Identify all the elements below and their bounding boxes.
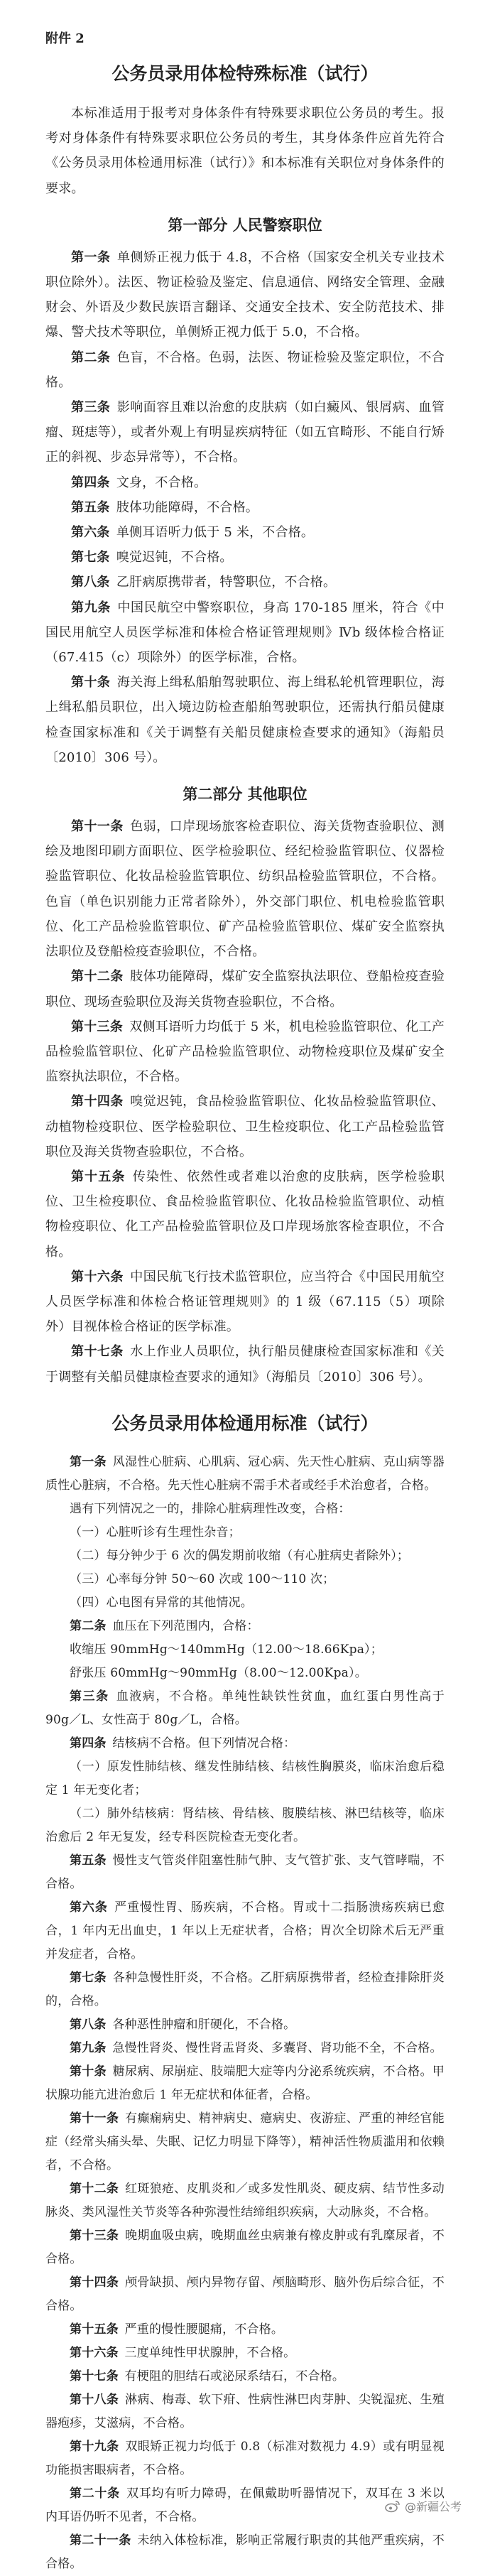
- article-paragraph: [45, 345, 445, 395]
- section-heading-police: 第一部分 人民警察职位: [168, 215, 322, 234]
- article-paragraph: [45, 1568, 445, 1591]
- article-label: 第十二条: [71, 969, 124, 985]
- article-text: 颅骨缺损、颅内异物存留、颅脑畸形、脑外伤后综合征，不合格。: [45, 2275, 445, 2313]
- article-paragraph: [45, 1265, 445, 1340]
- article-paragraph: [45, 1896, 445, 1966]
- article-label: 第一条: [71, 249, 111, 265]
- article-text: 中国民航飞行技术监管职位，应当符合《中国民用航空人员医学标准和体检合格证管理规则》的 1 级（67.115（5）项除外）目视体检合格证的医学标准。: [45, 1269, 445, 1335]
- article-text: （一）心脏听诊有生理性杂音；: [70, 1525, 241, 1539]
- other-articles: [45, 814, 445, 1390]
- article-label: 第三条: [71, 400, 111, 416]
- article-label: 第二十条: [70, 2486, 120, 2501]
- article-text: 双耳均有听力障碍，在佩戴助听器情况下，双耳在 3 米以内耳语仍听不见者，不合格。: [45, 2486, 445, 2524]
- section-heading-other: 第二部分 其他职位: [183, 785, 307, 803]
- article-label: 第一条: [70, 1454, 107, 1469]
- article-label: 第九条: [71, 600, 111, 615]
- article-paragraph: [45, 545, 445, 570]
- watermark: [385, 2498, 462, 2514]
- article-label: 第九条: [70, 2040, 107, 2055]
- article-label: 第五条: [70, 1853, 107, 1868]
- article-paragraph: [45, 2060, 445, 2107]
- article-paragraph: [45, 1732, 445, 1755]
- article-text: 未纳入体检标准，影响正常履行职责的其他严重疾病，不合格。: [45, 2533, 445, 2571]
- article-paragraph: [45, 1755, 445, 1802]
- article-label: 第七条: [70, 1970, 107, 1985]
- article-label: 第二条: [70, 1618, 107, 1633]
- article-paragraph: [45, 395, 445, 470]
- article-text: 双侧耳语听力均低于 5 米，机电检验监管职位、化工产品检验监管职位、化矿产品检验监管职位、动物检疫职位及煤矿安全监察执法职位，不合格。: [45, 1019, 445, 1085]
- article-label: 第十三条: [70, 2228, 119, 2243]
- article-label: 第八条: [71, 575, 110, 590]
- article-text: （二）每分钟少于 6 次的偶发期前收缩（有心脏病史者除外）；: [70, 1548, 410, 1563]
- article-text: 舒张压 60mmHg～90mmHg（8.00～12.00Kpa）。: [70, 1665, 367, 1680]
- article-paragraph: [45, 1451, 445, 1498]
- article-label: 第五条: [71, 499, 110, 515]
- article-text: 单侧耳语听力低于 5 米，不合格。: [116, 525, 315, 541]
- article-text: 肢体功能障碍，煤矿安全监察执法职位、登船检疫查验职位、现场查验职位及海关货物查验职位，不合格。: [45, 969, 445, 1010]
- article-paragraph: [45, 2529, 445, 2576]
- article-paragraph: [45, 2365, 445, 2388]
- article-paragraph: [45, 1089, 445, 1164]
- article-text: 肢体功能障碍，不合格。: [116, 499, 259, 515]
- article-paragraph: [45, 1498, 445, 1521]
- article-paragraph: [45, 1544, 445, 1568]
- article-label: 第七条: [71, 550, 110, 565]
- article-paragraph: [45, 2037, 445, 2060]
- article-label: 第十六条: [70, 2345, 119, 2360]
- article-text: 糖尿病、尿崩症、肢端肥大症等内分泌系统疾病，不合格。甲状腺功能亢进治愈后 1 年无症状和体征者，合格。: [45, 2064, 445, 2102]
- article-paragraph: [45, 2271, 445, 2318]
- article-text: 水上作业人员职位，执行船员健康检查国家标准和《关于调整有关船员健康检查要求的通知》（海船员〔2010〕306 号）。: [45, 1344, 445, 1385]
- article-text: 乙肝病原携带者，特警职位，不合格。: [116, 575, 337, 590]
- article-paragraph: [45, 1164, 445, 1265]
- article-paragraph: [45, 2342, 445, 2365]
- article-paragraph: [45, 2435, 445, 2482]
- article-text: （一）原发性肺结核、继发性肺结核、结核性胸膜炎，临床治愈后稳定 1 年无变化者；: [45, 1759, 445, 1797]
- article-label: 第三条: [70, 1689, 109, 1704]
- article-text: 色弱，口岸现场旅客检查职位、海关货物查验职位、测绘及地图印刷方面职位、医学检验职位、经纪检验监管职位、仪器检验监管职位、化妆品检验监管职位、纺织品检验监管职位，不合格。色盲（单色识别能力正常者除外），外交部门职位、机电检验监管职位、化工产品检验监管职位、矿产品检验监管职位、煤矿安全监察执法职位及登船检疫查验职位，不合格。: [45, 819, 445, 960]
- article-text: 血液病，不合格。单纯性缺铁性贫血，血红蛋白男性高于 90g／L、女性高于 80g／L，合格。: [45, 1689, 445, 1727]
- article-paragraph: [45, 1662, 445, 1685]
- police-articles: [45, 245, 445, 770]
- article-text: 结核病不合格。但下列情况合格：: [112, 1736, 296, 1750]
- article-label: 第十七条: [70, 2369, 119, 2383]
- article-paragraph: [45, 1521, 445, 1544]
- article-text: 收缩压 90mmHg～140mmHg（12.00～18.66Kpa）；: [70, 1642, 383, 1657]
- article-paragraph: [45, 245, 445, 345]
- article-label: 第十条: [71, 675, 111, 691]
- article-text: 慢性支气管炎伴阻塞性肺气肿、支气管扩张、支气管哮喘，不合格。: [45, 1853, 445, 1891]
- article-label: 第二十一条: [70, 2533, 131, 2548]
- article-text: 三度单纯性甲状腺肿，不合格。: [124, 2345, 296, 2360]
- weibo-icon: [385, 2500, 401, 2513]
- attachment-label: 附件 2: [45, 31, 85, 46]
- article-paragraph: [45, 2107, 445, 2177]
- article-text: 严重慢性胃、肠疾病，不合格。胃或十二指肠溃疡疾病已愈合，1 年内无出血史，1 年以上无症状者，合格；胃次全切除术后无严重并发症者，合格。: [45, 1900, 445, 1961]
- article-text: 单侧矫正视力低于 4.8，不合格（国家安全机关专业技术职位除外）。法医、物证检验及鉴定、信息通信、网络安全管理、金融财会、外语及少数民族语言翻译、交通安全技术、安全防范技术、排爆、警犬技术等职位，单侧矫正视力低于 5.0，不合格。: [45, 249, 445, 340]
- article-text: （三）心率每分钟 50～60 次或 100～110 次；: [70, 1571, 335, 1586]
- article-label: 第六条: [71, 525, 110, 541]
- intro-paragraph: 本标准适用于报考对身体条件有特殊要求职位公务员的考生。报考对身体条件有特殊要求职位公务员的考生，其身体条件应首先符合《公务员录用体检通用标准（试行）》和本标准有关职位对身体条件的要求。: [45, 106, 445, 196]
- article-text: 晚期血吸虫病，晚期血丝虫病兼有橡皮肿或有乳糜尿者，不合格。: [45, 2228, 445, 2266]
- article-paragraph: [45, 2388, 445, 2435]
- article-paragraph: [45, 1849, 445, 1896]
- article-label: 第四条: [71, 475, 110, 490]
- article-paragraph: [45, 1966, 445, 2013]
- article-text: 色盲，不合格。色弱，法医、物证检验及鉴定职位，不合格。: [45, 350, 445, 390]
- article-text: 血压在下列范围内，合格：: [112, 1618, 259, 1633]
- article-text: 各种恶性肿瘤和肝硬化，不合格。: [112, 2017, 296, 2032]
- article-paragraph: [45, 1802, 445, 1849]
- article-label: 第八条: [70, 2017, 107, 2032]
- article-text: 各种急慢性肝炎，不合格。乙肝病原携带者，经检查排除肝炎的，合格。: [45, 1970, 445, 2008]
- article-text: 有癫痫病史、精神病史、癔病史、夜游症、严重的神经官能症（经常头痛头晕、失眠、记忆力明显下降等），精神活性物质滥用和依赖者，不合格。: [45, 2111, 445, 2172]
- article-text: 遇有下列情况之一的，排除心脏病理性改变，合格：: [70, 1501, 351, 1516]
- article-text: 红斑狼疮、皮肌炎和／或多发性肌炎、硬皮病、结节性多动脉炎、类风湿性关节炎等各种弥漫性结缔组织疾病，大动脉炎，不合格。: [45, 2181, 445, 2219]
- article-label: 第十五条: [71, 1169, 126, 1184]
- article-label: 第十二条: [70, 2181, 119, 2196]
- article-text: 双眼矫正视力均低于 0.8（标准对数视力 4.9）或有明显视功能损害眼病者，不合格。: [45, 2439, 445, 2477]
- article-paragraph: [45, 570, 445, 595]
- article-label: 第十四条: [70, 2275, 119, 2290]
- article-paragraph: [45, 1685, 445, 1732]
- article-paragraph: [45, 670, 445, 770]
- article-text: 传染性、依然性或者难以治愈的皮肤病，医学检验职位、卫生检疫职位、食品检验监管职位、化妆品检验监管职位、动植物检疫职位、化工产品检验监管职位及口岸现场旅客检查职位，不合格。: [45, 1169, 445, 1260]
- article-label: 第四条: [70, 1736, 107, 1750]
- article-text: 严重的慢性腰腿痛，不合格。: [124, 2322, 284, 2337]
- article-paragraph: [45, 2013, 445, 2037]
- article-label: 第十一条: [70, 2111, 119, 2126]
- article-paragraph: [45, 814, 445, 964]
- article-paragraph: [45, 520, 445, 545]
- article-text: 淋病、梅毒、软下疳、性病性淋巴肉芽肿、尖锐湿疣、生殖器疱疹，艾滋病，不合格。: [45, 2392, 445, 2430]
- article-paragraph: [45, 495, 445, 520]
- article-label: 第十八条: [70, 2392, 119, 2407]
- article-paragraph: [45, 2318, 445, 2342]
- article-text: 海关海上缉私船舶驾驶职位、海上缉私轮机管理职位，海上缉私船员职位，出入境边防检查船舶驾驶职位，还需执行船员健康检查国家标准和《关于调整有关船员健康检查要求的通知》（海船员〔2010〕306 号）。: [45, 675, 445, 765]
- article-text: 中国民航空中警察职位，身高 170-185 厘米，符合《中国民用航空人员医学标准和体检合格证管理规则》Ⅳb 级体检合格证（67.415（c）项除外）的医学标准，合格。: [45, 600, 445, 666]
- article-label: 第二条: [71, 350, 111, 365]
- article-paragraph: [45, 1638, 445, 1662]
- general-standard-title: 公务员录用体检通用标准（试行）: [111, 1412, 379, 1434]
- article-paragraph: [45, 1615, 445, 1638]
- article-label: 第十九条: [70, 2439, 119, 2454]
- article-paragraph: [45, 964, 445, 1014]
- article-label: 第十三条: [71, 1019, 124, 1034]
- article-paragraph: [45, 1591, 445, 1615]
- article-text: 文身，不合格。: [116, 475, 207, 490]
- article-text: 嗅觉迟钝，食品检验监管职位、化妆品检验监管职位、动植物检疫职位、医学检验职位、卫生检疫职位、化工产品检验监管职位及海关货物查验职位，不合格。: [45, 1094, 445, 1159]
- article-text: 嗅觉迟钝，不合格。: [116, 550, 233, 565]
- article-label: 第十四条: [71, 1094, 124, 1110]
- article-label: 第十六条: [71, 1269, 124, 1284]
- article-text: （二）肺外结核病：肾结核、骨结核、腹膜结核、淋巴结核等，临床治愈后 2 年无复发，经专科医院检查无变化者。: [45, 1806, 445, 1844]
- article-text: 急慢性肾炎、慢性肾盂肾炎、多囊肾、肾功能不全，不合格。: [112, 2040, 442, 2055]
- article-paragraph: [45, 595, 445, 671]
- article-paragraph: [45, 2177, 445, 2224]
- article-paragraph: [45, 470, 445, 495]
- article-label: 第十条: [70, 2064, 107, 2079]
- article-text: （四）心电图有异常的其他情况。: [70, 1595, 253, 1610]
- article-label: 第十一条: [71, 819, 124, 835]
- article-label: 第十五条: [70, 2322, 119, 2337]
- article-label: 第十七条: [71, 1344, 124, 1360]
- article-text: 风湿性心脏病、心肌病、冠心病、先天性心脏病、克山病等器质性心脏病，不合格。先天性心脏病不需手术者或经手术治愈者，合格。: [45, 1454, 445, 1493]
- article-label: 第六条: [70, 1900, 108, 1915]
- document-title: 公务员录用体检特殊标准（试行）: [111, 63, 379, 84]
- article-text: 有梗阻的胆结石或泌尿系结石，不合格。: [124, 2369, 345, 2383]
- article-paragraph: [45, 1014, 445, 1090]
- watermark-text: @新疆公考: [404, 2500, 462, 2513]
- general-articles: [45, 1451, 445, 2576]
- article-paragraph: [45, 2224, 445, 2271]
- article-text: 影响面容且难以治愈的皮肤病（如白癜风、银屑病、血管瘤、斑痣等），或者外观上有明显疾病特征（如五官畸形、不能自行矫正的斜视、步态异常等），不合格。: [45, 400, 445, 465]
- article-paragraph: [45, 1339, 445, 1389]
